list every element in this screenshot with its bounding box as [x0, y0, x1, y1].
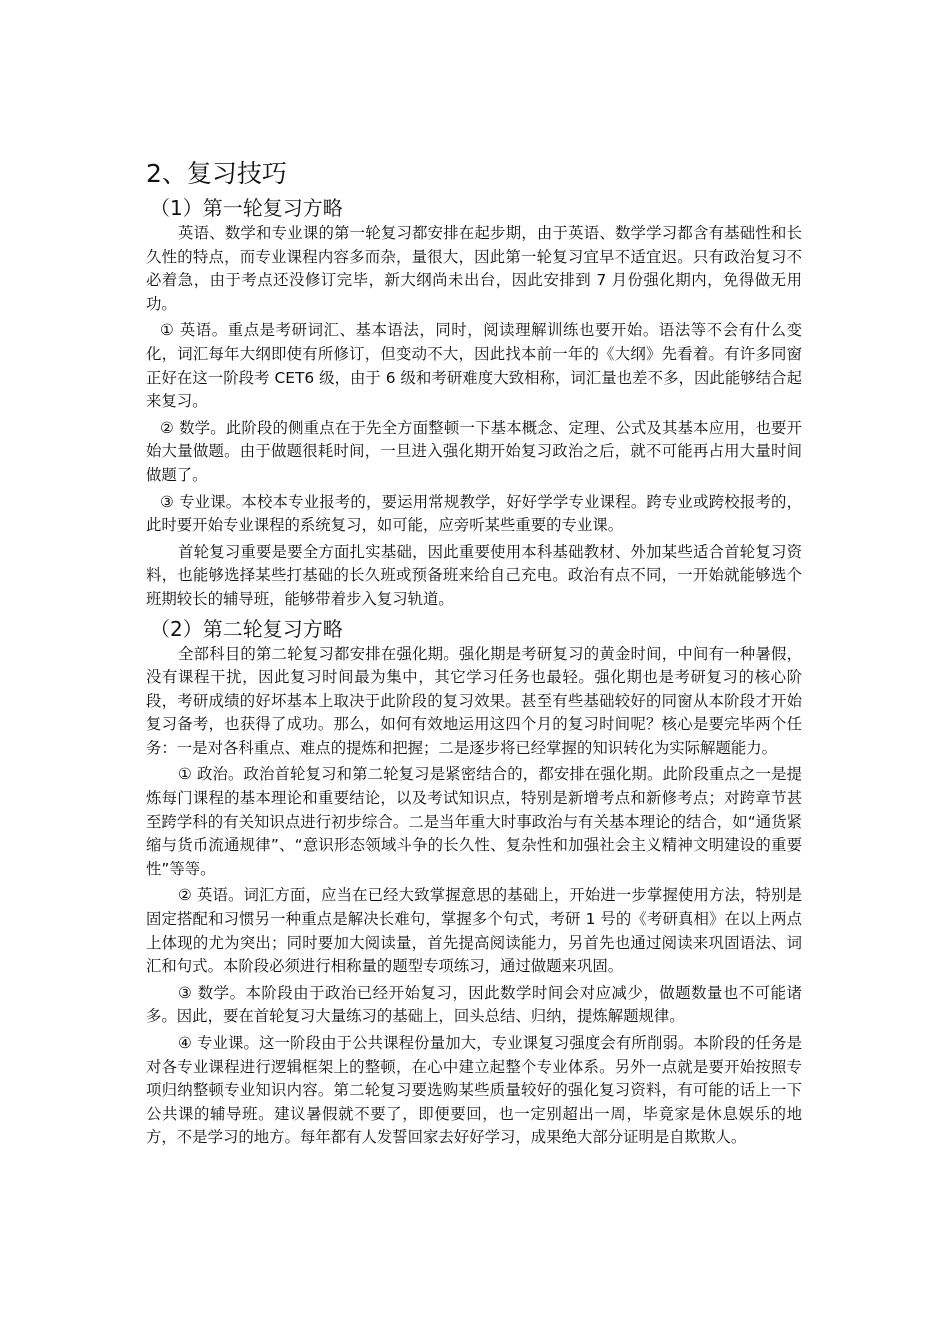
section-title: 2、复习技巧: [146, 159, 287, 188]
round1-intro-paragraph: 英语、数学和专业课的第一轮复习都安排在起步期，由于英语、数学学习都含有基础性和长久性的特点，而专业课程内容多而杂，量很大，因此第一轮复习宜早不适宜迟。只有政治复习不必着急，由于考点还没修订完毕，新大纲尚未出台，因此安排到 7 月份强化期内，免得做无用功。: [146, 224, 802, 313]
round1-english-paragraph: ① 英语。重点是考研词汇、基本语法，同时，阅读理解训练也要开始。语法等不会有什么变化，词汇每年大纲即使有所修订，但变动不大，因此找本前一年的《大纲》先看着。有许多同窗正好在这一阶段考 CET6 级，由于 6 级和考研难度大致相称，词汇量也差不多，因此能够结合起来复习。: [146, 321, 802, 411]
round2-english-paragraph: ② 英语。词汇方面，应当在已经大致掌握意思的基础上，开始进一步掌握使用方法，特别是固定搭配和习惯另一种重点是解决长难句，掌握多个句式，考研 1 号的《考研真相》在以上两点上体现的尤为突出；同时要加大阅读量，首先提高阅读能力，另首先也通过阅读来巩固语法、词汇和句式。本阶段必须进行相称量的题型专项练习，通过做题来巩固。: [146, 886, 802, 976]
round2-heading: （2）第二轮复习方略: [150, 616, 343, 641]
round2-major-paragraph: ④ 专业课。这一阶段由于公共课程份量加大，专业课复习强度会有所削弱。本阶段的任务是对各专业课程进行逻辑框架上的整顿，在心中建立起整个专业体系。另外一点就是要开始按照专项归纳整顿专业知识内容。第二轮复习要选购某些质量较好的强化复习资料，有可能的话上一下公共课的辅导班。建议暑假就不要了，即便要回，也一定别超出一周，毕竟家是休息娱乐的地方，不是学习的地方。每年都有人发誓回家去好好学习，成果绝大部分证明是自欺欺人。: [146, 1034, 802, 1147]
round1-summary-paragraph: 首轮复习重要是要全方面扎实基础，因此重要使用本科基础教材、外加某些适合首轮复习资料，也能够选择某些打基础的长久班或预备班来给自己充电。政治有点不同，一开始就能够选个班期较长的辅导班，能够带着步入复习轨道。: [146, 542, 802, 608]
round2-intro-paragraph: 全部科目的第二轮复习都安排在强化期。强化期是考研复习的黄金时间，中间有一种暑假，没有课程干扰，因此复习时间最为集中，其它学习任务也最轻。强化期也是考研复习的核心阶段，考研成绩的好坏基本上取决于此阶段的复习效果。甚至有些基础较好的同窗从本阶段才开始复习备考，也获得了成功。那么，如何有效地运用这四个月的复习时间呢？核心是要完毕两个任务：一是对各科重点、难点的提炼和把握；二是逐步将已经掌握的知识转化为实际解题能力。: [146, 644, 802, 757]
round1-major-paragraph: ③ 专业课。本校本专业报考的，要运用常规教学，好好学学专业课程。跨专业或跨校报考的，此时要开始专业课程的系统复习，如可能，应旁听某些重要的专业课。: [146, 492, 802, 535]
round1-math-paragraph: ② 数学。此阶段的侧重点在于先全方面整顿一下基本概念、定理、公式及其基本应用，也要开始大量做题。由于做题很耗时间，一旦进入强化期开始复习政治之后，就不可能再占用大量时间做题了。: [146, 418, 802, 484]
round2-politics-paragraph: ① 政治。政治首轮复习和第二轮复习是紧密结合的，都安排在强化期。此阶段重点之一是提炼每门课程的基本理论和重要结论，以及考试知识点，特别是新增考点和新修考点；对跨章节甚至跨学科的有关知识点进行初步综合。二是当年重大时事政治与有关基本理论的结合，如“通货紧缩与货币流通规律”、“意识形态领域斗争的长久性、复杂性和加强社会主义精神文明建设的重要性”等等。: [146, 765, 802, 878]
document-page: [146, 156, 802, 1153]
round2-math-paragraph: ③ 数学。本阶段由于政治已经开始复习，因此数学时间会对应减少，做题数量也不可能诸多。因此，要在首轮复习大量练习的基础上，回头总结、归纳，提炼解题规律。: [146, 983, 802, 1026]
round1-heading: （1）第一轮复习方略: [150, 196, 343, 220]
